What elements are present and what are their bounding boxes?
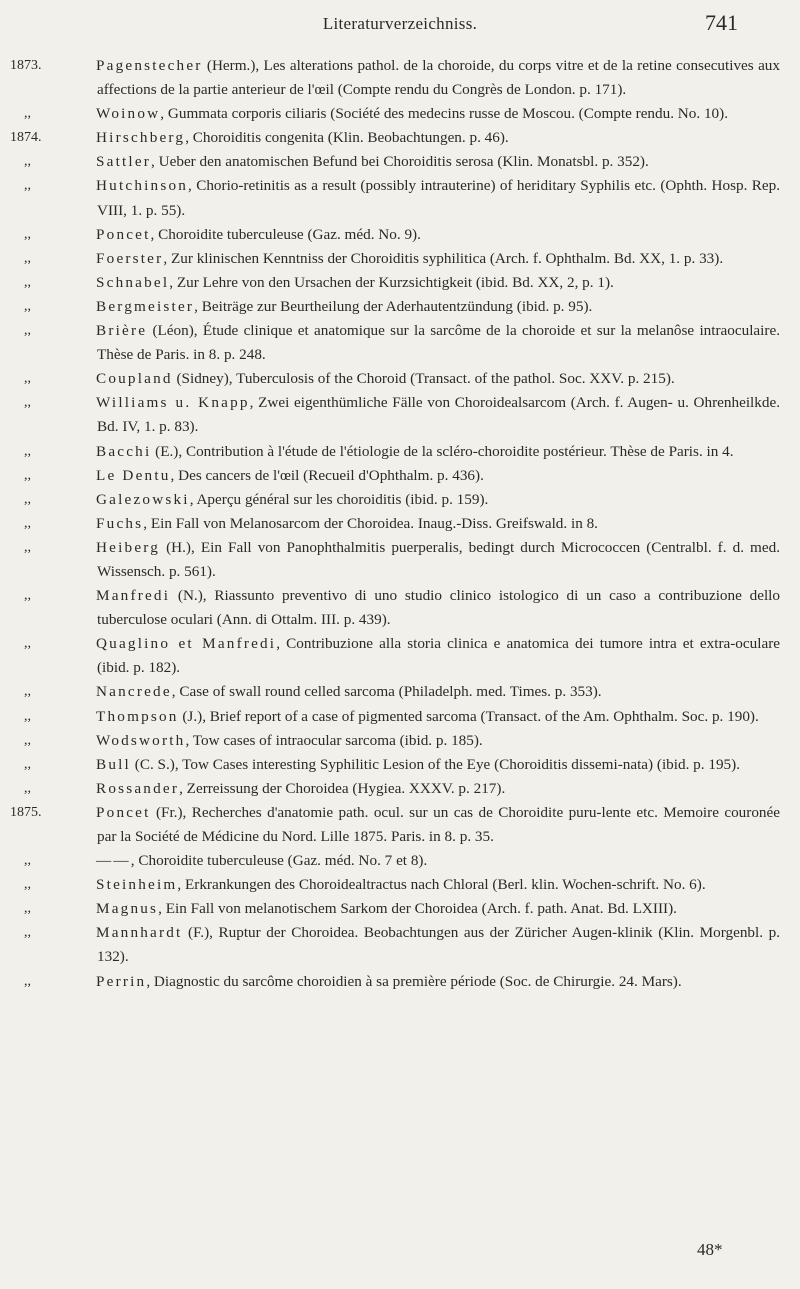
entry-citation: (Léon), Étude clinique et anatomique sur la sarcôme de la choroide et sur la melanôse intraoculaire. Thèse de Paris. in 8. p. 248.	[97, 322, 780, 364]
bibliography-entry	[0, 126, 800, 150]
entry-author: Wodsworth	[96, 731, 186, 749]
entry-citation: (N.), Riassunto preventivo di uno studio clinico istologico di un caso a contribuzione dello tuberculose oculari (Ann. di Ottalm. III. p. 439).	[97, 587, 780, 629]
ditto-mark: ,,	[24, 780, 31, 796]
entry-author: Thompson	[96, 707, 179, 725]
entry-author: Nancrede	[96, 683, 172, 701]
entry-author: Poncet	[96, 803, 151, 821]
ditto-mark: ,,	[24, 588, 31, 604]
entry-author: Manfredi	[96, 587, 171, 605]
ditto-mark: ,,	[24, 106, 31, 122]
entry-author: ——	[96, 852, 131, 870]
bibliography-entry	[0, 632, 800, 680]
ditto-mark: ,,	[24, 274, 31, 290]
bibliography-entry	[0, 680, 800, 704]
bibliography-entry	[0, 849, 800, 873]
entry-author: Quaglino et Manfredi	[96, 635, 277, 653]
entry-citation: , Choroidite tuberculeuse (Gaz. méd. No. 7 et 8).	[130, 852, 428, 870]
ditto-mark: ,,	[24, 323, 31, 339]
bibliography-entry	[0, 777, 800, 801]
entry-author: Bergmeister	[96, 297, 195, 315]
entry-author: Le Dentu	[96, 466, 171, 484]
entry-citation: , Zwei eigenthümliche Fälle von Choroidealsarcom (Arch. f. Augen- u. Ohrenheilkde. Bd. IV, 1. p. 83).	[97, 394, 780, 436]
bibliography-entry	[0, 536, 800, 584]
ditto-mark: ,,	[24, 250, 31, 266]
entry-citation: , Aperçu général sur les choroiditis (ibid. p. 159).	[189, 490, 489, 508]
entry-author: Rossander	[96, 779, 180, 797]
entry-citation: , Des cancers de l'œil (Recueil d'Ophthalm. p. 436).	[170, 466, 484, 484]
entry-citation: , Erkrankungen des Choroidealtractus nach Chloral (Berl. klin. Wochen-schrift. No. 6).	[177, 876, 706, 894]
entry-citation: , Ein Fall von Melanosarcom der Choroidea. Inaug.-Diss. Greifswald. in 8.	[143, 514, 598, 532]
ditto-mark: ,,	[24, 154, 31, 170]
ditto-mark: ,,	[24, 539, 31, 555]
ditto-mark: ,,	[24, 226, 31, 242]
bibliography-entry	[0, 512, 800, 536]
entry-author: Foerster	[96, 249, 164, 267]
entry-citation: (C. S.), Tow Cases interesting Syphilitic Lesion of the Eye (Choroiditis dissemi-nata) (ibid. p. 195).	[130, 755, 741, 773]
bibliography-entry	[0, 54, 800, 102]
entry-author: Galezowski	[96, 490, 190, 508]
entry-citation: , Contribuzione alla storia clinica e anatomica dei tumore intra et extra-oculare (ibid. p. 182).	[97, 635, 780, 677]
ditto-mark: ,,	[24, 636, 31, 652]
entry-citation: , Case of swall round celled sarcoma (Philadelph. med. Times. p. 353).	[171, 683, 602, 701]
entry-author: Hirschberg	[96, 129, 186, 147]
entry-citation: (Herm.), Les alterations pathol. de la choroide, du corps vitre et de la retine consecutives aux affections de la partie anterieur de l'œil (Compte rendu du Congrès de London. p. 171).	[97, 57, 780, 99]
entry-citation: (H.), Ein Fall von Panophthalmitis puerperalis, bedingt durch Micrococcen (Centralbl. f. d. med. Wissensch. p. 561).	[97, 538, 780, 580]
entry-citation: , Gummata corporis ciliaris (Société des medecins russe de Moscou. (Compte rendu. No. 10).	[160, 105, 729, 123]
bibliography-entry	[0, 970, 800, 994]
ditto-mark: ,,	[24, 491, 31, 507]
ditto-mark: ,,	[24, 853, 31, 869]
page-number: 741	[705, 10, 738, 35]
bibliography-entry	[0, 488, 800, 512]
bibliography-entry	[0, 102, 800, 126]
bibliography-entry	[0, 150, 800, 174]
running-head: Literaturverzeichniss.	[322, 14, 478, 33]
bibliography-entry	[0, 921, 800, 969]
bibliography-list	[0, 54, 800, 994]
ditto-mark: ,,	[24, 925, 31, 941]
bibliography-entry	[0, 319, 800, 367]
entry-author: Steinheim	[96, 876, 178, 894]
entry-author: Mannhardt	[96, 924, 183, 942]
ditto-mark: ,,	[24, 732, 31, 748]
ditto-mark: ,,	[24, 901, 31, 917]
entry-citation: (J.), Brief report of a case of pigmented sarcoma (Transact. of the Am. Ophthalm. Soc. p. 190).	[178, 707, 759, 725]
bibliography-entry	[0, 584, 800, 632]
ditto-mark: ,,	[24, 684, 31, 700]
bibliography-entry	[0, 247, 800, 271]
entry-author: Schnabel	[96, 273, 170, 291]
signature-mark: 48*	[697, 1240, 723, 1259]
entry-author: Poncet	[96, 225, 151, 243]
bibliography-entry	[0, 367, 800, 391]
entry-author: Fuchs	[96, 514, 144, 532]
entry-citation: , Choroiditis congenita (Klin. Beobachtungen. p. 46).	[185, 129, 509, 147]
ditto-mark: ,,	[24, 371, 31, 387]
entry-citation: , Beiträge zur Beurtheilung der Aderhautentzündung (ibid. p. 95).	[194, 297, 593, 315]
entry-year: 1874.	[10, 130, 42, 146]
entry-author: Magnus	[96, 900, 159, 918]
entry-citation: (E.), Contribution à l'étude de l'étiologie de la scléro-choroidite postérieur. Thèse de Paris. in 4.	[151, 442, 734, 460]
entry-author: Williams u. Knapp	[96, 394, 250, 412]
entry-author: Pagenstecher	[96, 57, 203, 74]
entry-citation: (Sidney), Tuberculosis of the Choroid (Transact. of the pathol. Soc. XXV. p. 215).	[172, 370, 675, 388]
ditto-mark: ,,	[24, 298, 31, 314]
entry-author: Coupland	[96, 370, 173, 388]
entry-author: Brière	[96, 322, 148, 340]
entry-author: Heiberg	[96, 538, 161, 556]
ditto-mark: ,,	[24, 467, 31, 483]
entry-author: Bacchi	[96, 442, 152, 460]
bibliography-entry	[0, 271, 800, 295]
ditto-mark: ,,	[24, 443, 31, 459]
bibliography-entry	[0, 705, 800, 729]
entry-author: Bull	[96, 755, 131, 773]
ditto-mark: ,,	[24, 395, 31, 411]
bibliography-entry	[0, 223, 800, 247]
entry-author: Sattler	[96, 153, 152, 171]
entry-author: Perrin	[96, 972, 147, 990]
bibliography-entry	[0, 801, 800, 849]
entry-citation: , Zur klinischen Kenntniss der Choroiditis syphilitica (Arch. f. Ophthalm. Bd. XX, 1. p. 33).	[163, 249, 724, 267]
entry-citation: (Fr.), Recherches d'anatomie path. ocul. sur un cas de Choroidite puru-lente etc. Memoire couronée par la Société de Médicine du Nord. Lille 1875. Paris. in 8. p. 35.	[97, 803, 780, 845]
ditto-mark: ,,	[24, 756, 31, 772]
bibliography-entry	[0, 897, 800, 921]
entry-citation: , Tow cases of intraocular sarcoma (ibid. p. 185).	[185, 731, 483, 749]
ditto-mark: ,,	[24, 708, 31, 724]
entry-author: Woinow	[96, 105, 161, 123]
entry-year: 1875.	[10, 804, 42, 820]
ditto-mark: ,,	[24, 515, 31, 531]
entry-year: 1873.	[10, 58, 42, 73]
ditto-mark: ,,	[24, 973, 31, 989]
bibliography-entry	[0, 295, 800, 319]
bibliography-entry	[0, 174, 800, 222]
bibliography-entry	[0, 391, 800, 439]
entry-citation: , Zur Lehre von den Ursachen der Kurzsichtigkeit (ibid. Bd. XX, 2, p. 1).	[169, 273, 614, 291]
bibliography-entry	[0, 464, 800, 488]
entry-citation: , Ein Fall von melanotischem Sarkom der Choroidea (Arch. f. path. Anat. Bd. LXIII).	[158, 900, 677, 918]
bibliography-entry	[0, 440, 800, 464]
ditto-mark: ,,	[24, 178, 31, 194]
entry-author: Hutchinson	[96, 177, 189, 195]
entry-citation: , Chorio-retinitis as a result (possibly intrauterine) of heriditary Syphilis etc. (Ophth. Hosp. Rep. VIII, 1. p. 55).	[97, 177, 780, 219]
bibliography-entry	[0, 753, 800, 777]
entry-citation: , Diagnostic du sarcôme choroidien à sa première période (Soc. de Chirurgie. 24. Mars).	[146, 972, 682, 990]
ditto-mark: ,,	[24, 877, 31, 893]
bibliography-entry	[0, 729, 800, 753]
entry-citation: , Ueber den anatomischen Befund bei Choroiditis serosa (Klin. Monatsbl. p. 352).	[151, 153, 649, 171]
entry-citation: , Choroidite tuberculeuse (Gaz. méd. No. 9).	[150, 225, 421, 243]
entry-citation: (F.), Ruptur der Choroidea. Beobachtungen aus der Züricher Augen-klinik (Klin. Morgenbl. p. 132).	[97, 924, 780, 966]
bibliography-entry	[0, 873, 800, 897]
entry-citation: , Zerreissung der Choroidea (Hygiea. XXXV. p. 217).	[179, 779, 506, 797]
